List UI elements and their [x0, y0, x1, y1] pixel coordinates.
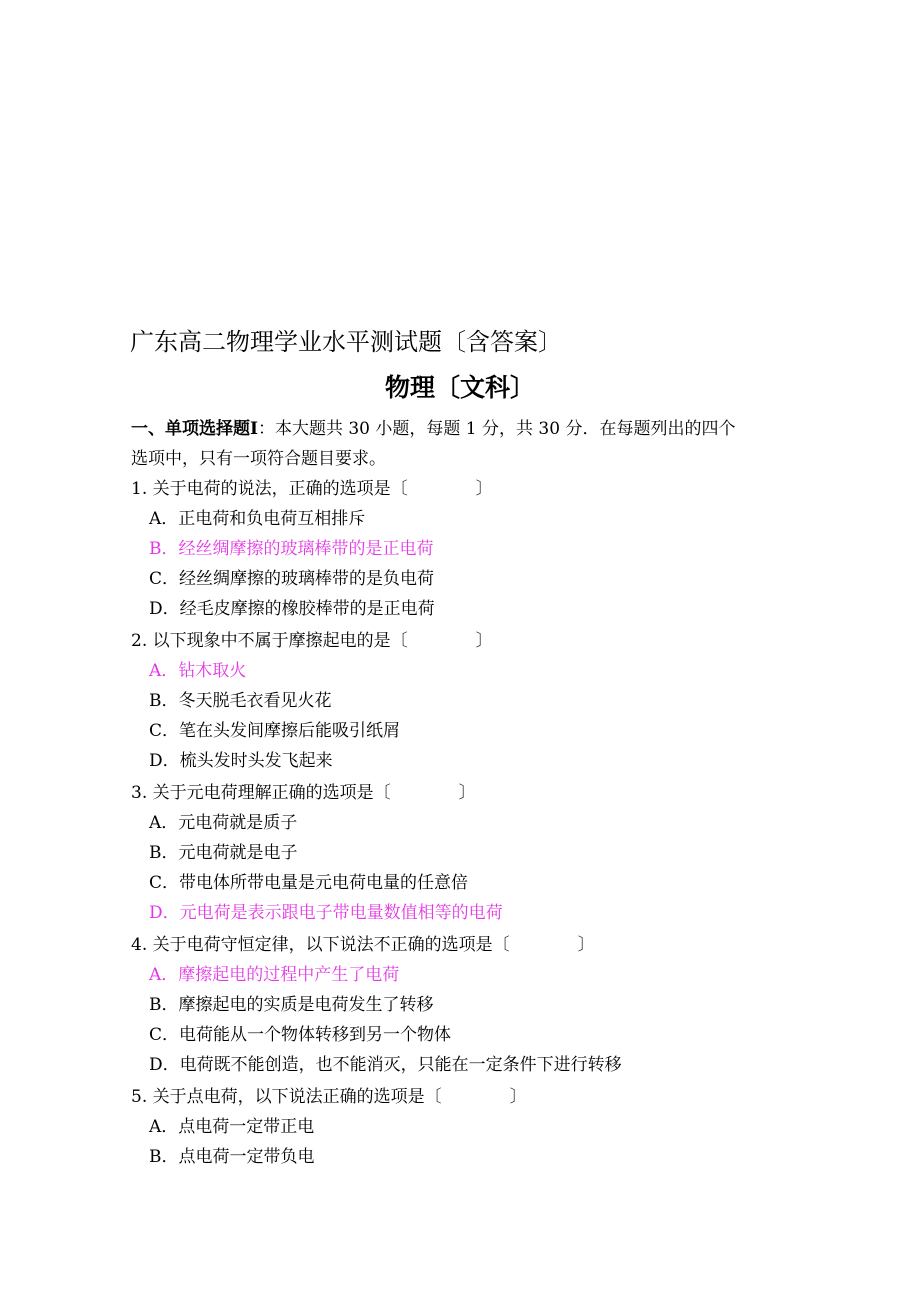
- option-b: B．冬天脱毛衣看见火花: [149, 691, 332, 711]
- option-d: D．经毛皮摩擦的橡胶棒带的是正电荷: [149, 599, 435, 619]
- question-2: [131, 626, 796, 776]
- question-1: [131, 474, 796, 624]
- section-instructions-continued: 选项中，只有一项符合题目要求。: [131, 449, 386, 469]
- option-c: C．电荷能从一个物体转移到另一个物体: [149, 1025, 452, 1045]
- option-c: C．经丝绸摩擦的玻璃棒带的是负电荷: [149, 569, 435, 589]
- document-body: [131, 414, 796, 1172]
- option-d: D．梳头发时头发飞起来: [149, 751, 333, 771]
- option-b: B．点电荷一定带负电: [149, 1147, 315, 1167]
- question-stem: 4. 关于电荷守恒定律，以下说法不正确的选项是〔 〕: [131, 935, 595, 955]
- document-title: 广东高二物理学业水平测试题〔含答案〕: [130, 328, 562, 356]
- option-a-answer: A．摩擦起电的过程中产生了电荷: [149, 965, 400, 985]
- option-c: C．带电体所带电量是元电荷电量的任意倍: [149, 873, 469, 893]
- option-d: D．电荷既不能创造，也不能消灭，只能在一定条件下进行转移: [149, 1055, 622, 1075]
- section-instructions: ：本大题共 30 小题，每题 1 分，共 30 分．在每题列出的四个: [257, 419, 736, 439]
- section-heading: 一、单项选择题Ⅰ: [131, 419, 258, 439]
- option-a-answer: A．钻木取火: [149, 661, 247, 681]
- option-b: B．元电荷就是电子: [149, 843, 298, 863]
- option-a: A．正电荷和负电荷互相排斥: [149, 509, 366, 529]
- question-stem: 3. 关于元电荷理解正确的选项是〔 〕: [131, 783, 476, 803]
- question-stem: 2. 以下现象中不属于摩擦起电的是〔 〕: [131, 631, 493, 651]
- option-b: B．摩擦起电的实质是电荷发生了转移: [149, 995, 434, 1015]
- question-5: [131, 1082, 796, 1172]
- option-a: A．元电荷就是质子: [149, 813, 298, 833]
- question-3: [131, 778, 796, 928]
- option-d-answer: D．元电荷是表示跟电子带电量数值相等的电荷: [149, 903, 503, 923]
- question-4: [131, 930, 796, 1080]
- question-stem: 1. 关于电荷的说法，正确的选项是〔 〕: [131, 479, 493, 499]
- option-b-answer: B．经丝绸摩擦的玻璃棒带的是正电荷: [149, 539, 434, 559]
- question-stem: 5. 关于点电荷，以下说法正确的选项是〔 〕: [131, 1087, 527, 1107]
- document-subtitle: 物理〔文科〕: [384, 373, 535, 402]
- option-a: A．点电荷一定带正电: [149, 1117, 315, 1137]
- section-intro: [131, 414, 796, 444]
- option-c: C．笔在头发间摩擦后能吸引纸屑: [149, 721, 401, 741]
